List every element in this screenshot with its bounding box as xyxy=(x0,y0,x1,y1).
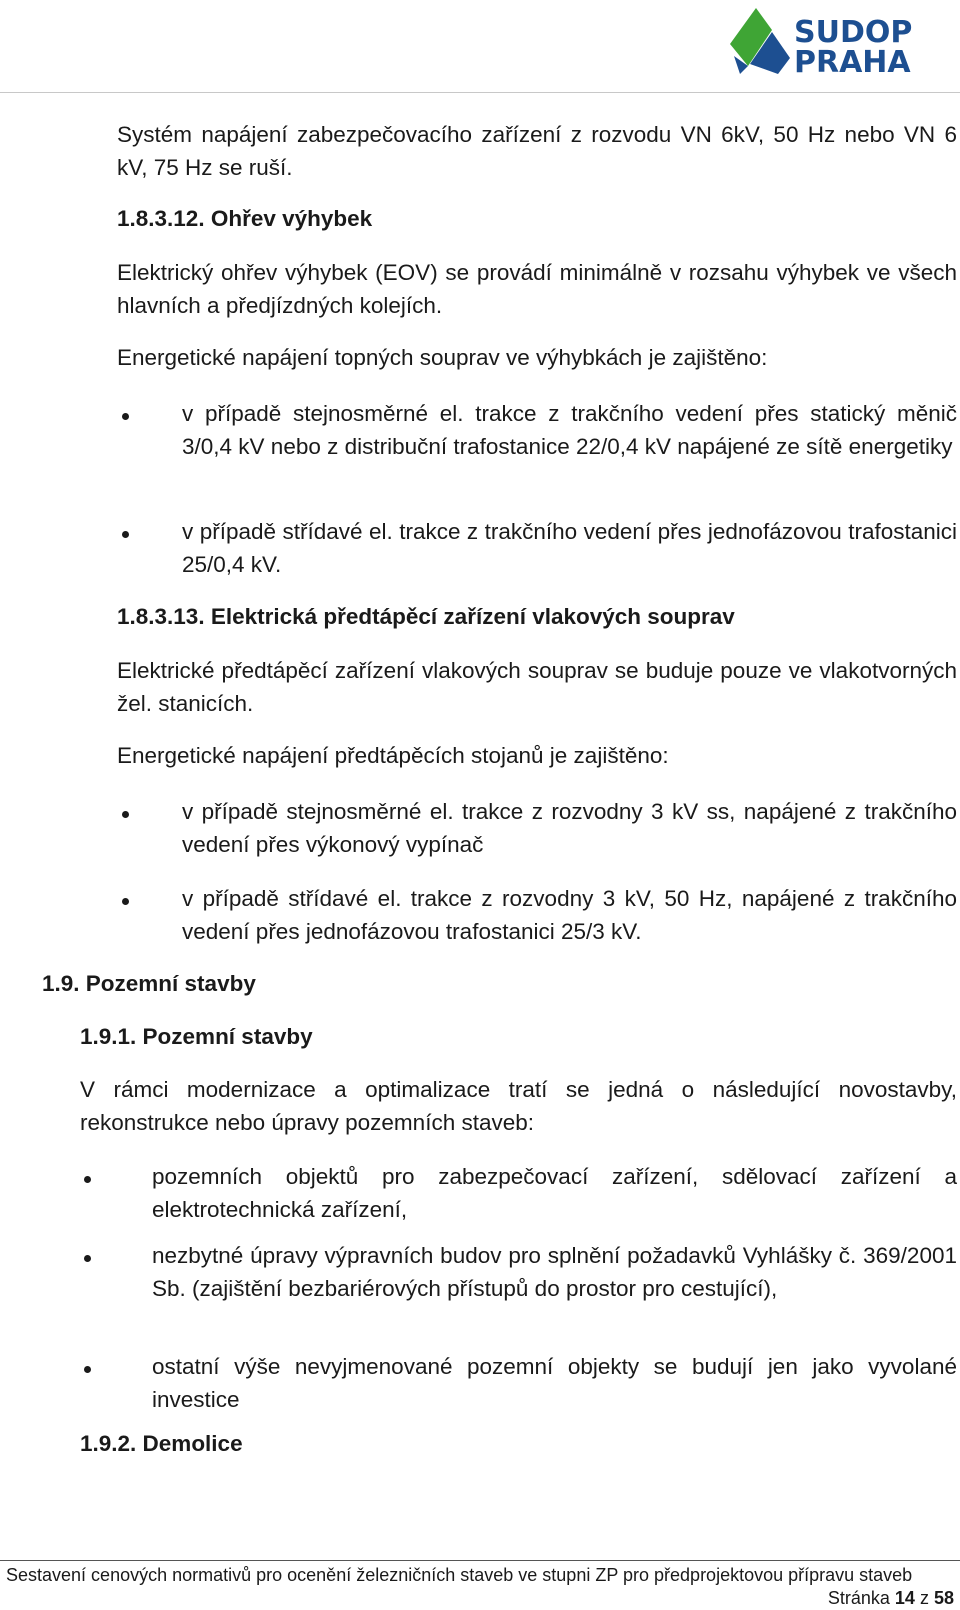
bullet-icon xyxy=(122,811,129,818)
paragraph-power-supply: Systém napájení zabezpečovacího zařízení z rozvodu VN 6kV, 50 Hz nebo VN 6 kV, 75 Hz se ruší. xyxy=(117,122,957,180)
footer-divider xyxy=(0,1560,960,1561)
footer-page-of: z xyxy=(919,1588,929,1608)
list-item: v případě stejnosměrné el. trakce z trakčního vedení přes statický měnič 3/0,4 kV nebo z distribuční trafostanice 22/0,4 kV napájené ze sítě energetiky xyxy=(182,401,957,459)
paragraph-eov: Elektrický ohřev výhybek (EOV) se provádí minimálně v rozsahu výhybek ve všech hlavních a předjízdných kolejích. xyxy=(117,260,957,318)
heading-1-9: 1.9. Pozemní stavby xyxy=(42,971,256,996)
heading-1-8-3-13: 1.8.3.13. Elektrická předtápěcí zařízení vlakových souprav xyxy=(117,604,735,629)
logo-text-line1: SUDOP xyxy=(794,15,913,50)
bullet-icon xyxy=(122,531,129,538)
footer-page-total: 58 xyxy=(933,1588,954,1608)
bullet-icon xyxy=(122,413,129,420)
heading-1-9-1: 1.9.1. Pozemní stavby xyxy=(80,1024,313,1049)
list-item: v případě střídavé el. trakce z trakčního vedení přes jednofázovou trafostanici 25/0,4 kV. xyxy=(182,519,957,577)
footer-page-word: Stránka xyxy=(827,1588,890,1608)
list-item: pozemních objektů pro zabezpečovací zařízení, sdělovací zařízení a elektrotechnická zařízení, xyxy=(152,1164,957,1222)
list-item: v případě stejnosměrné el. trakce z rozvodny 3 kV ss, napájené z trakčního vedení přes výkonový vypínač xyxy=(182,799,957,857)
bullet-icon xyxy=(122,898,129,905)
footer-page-number xyxy=(828,1587,954,1610)
bullet-icon xyxy=(84,1255,91,1262)
footer-document-title: Sestavení cenových normativů pro ocenění železničních staveb ve stupni ZP pro předprojektovou přípravu staveb xyxy=(6,1565,913,1585)
list-item: nezbytné úpravy výpravních budov pro splnění požadavků Vyhlášky č. 369/2001 Sb. (zajištění bezbariérových přístupů do prostor pro cestující), xyxy=(152,1243,957,1301)
paragraph-energy-supply-preheating: Energetické napájení předtápěcích stojanů je zajištěno: xyxy=(117,743,669,768)
heading-1-8-3-12: 1.8.3.12. Ohřev výhybek xyxy=(117,206,373,231)
heading-1-9-2: 1.9.2. Demolice xyxy=(80,1431,243,1456)
paragraph-preheating: Elektrické předtápěcí zařízení vlakových souprav se buduje pouze ve vlakotvorných žel. stanicích. xyxy=(117,658,957,716)
bullet-icon xyxy=(84,1366,91,1373)
sudop-praha-logo xyxy=(728,4,946,76)
logo-mark-icon xyxy=(728,4,946,76)
paragraph-energy-supply-heating: Energetické napájení topných souprav ve výhybkách je zajištěno: xyxy=(117,345,768,370)
list-item: ostatní výše nevyjmenované pozemní objekty se budují jen jako vyvolané investice xyxy=(152,1354,957,1412)
paragraph-modernization: V rámci modernizace a optimalizace tratí se jedná o následující novostavby, rekonstrukce nebo úpravy pozemních staveb: xyxy=(80,1077,957,1135)
footer-page-current: 14 xyxy=(894,1588,915,1608)
header-divider xyxy=(0,92,960,93)
bullet-icon xyxy=(84,1176,91,1183)
list-item: v případě střídavé el. trakce z rozvodny 3 kV, 50 Hz, napájené z trakčního vedení přes jednofázovou trafostanici 25/3 kV. xyxy=(182,886,957,944)
logo-text-line2: PRAHA xyxy=(794,45,911,76)
